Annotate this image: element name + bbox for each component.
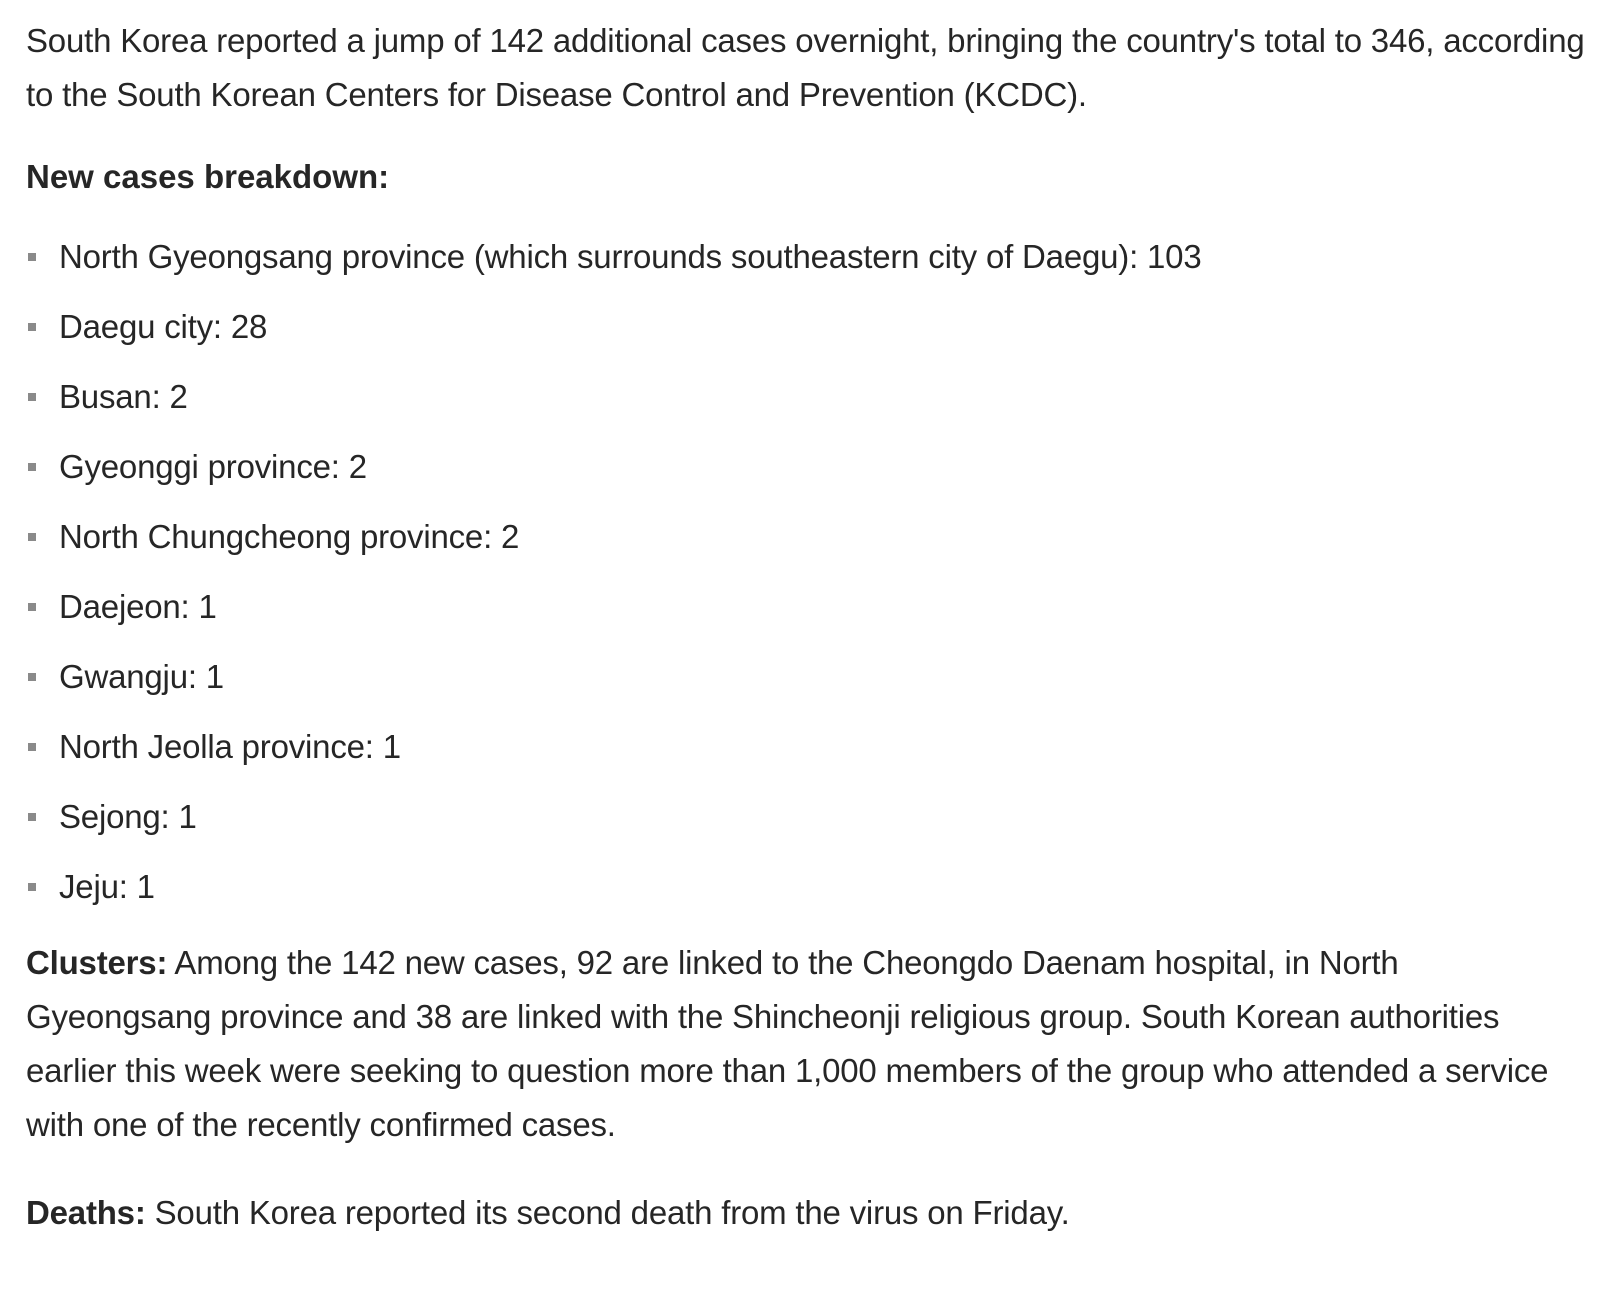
list-item	[26, 234, 1586, 280]
list-item	[26, 864, 1586, 910]
list-item	[26, 304, 1586, 350]
breakdown-list	[26, 234, 1586, 910]
list-item-text: Gyeonggi province: 2	[59, 448, 367, 485]
list-item-text: Gwangju: 1	[59, 658, 224, 695]
intro-paragraph: South Korea reported a jump of 142 additional cases overnight, bringing the country's total to 346, according to the South Korean Centers for Disease Control and Prevention (KCDC).	[26, 22, 1585, 113]
bullet-square-icon	[28, 813, 36, 821]
list-item-text: North Chungcheong province: 2	[59, 518, 520, 555]
bullet-square-icon	[28, 393, 36, 401]
bullet-square-icon	[28, 883, 36, 891]
bullet-square-icon	[28, 603, 36, 611]
bullet-square-icon	[28, 253, 36, 261]
list-item	[26, 514, 1586, 560]
article-body	[26, 14, 1586, 1240]
bullet-square-icon	[28, 743, 36, 751]
bullet-square-icon	[28, 673, 36, 681]
list-item	[26, 444, 1586, 490]
deaths-label: Deaths:	[26, 1194, 146, 1231]
list-item	[26, 584, 1586, 630]
list-item-text: Jeju: 1	[59, 868, 155, 905]
list-item-text: North Jeolla province: 1	[59, 728, 401, 765]
breakdown-heading: New cases breakdown:	[26, 158, 390, 195]
list-item-text: Sejong: 1	[59, 798, 197, 835]
list-item	[26, 724, 1586, 770]
clusters-label: Clusters:	[26, 944, 168, 981]
clusters-paragraph	[26, 936, 1586, 1152]
clusters-text: Among the 142 new cases, 92 are linked to the Cheongdo Daenam hospital, in North Gyeongsang province and 38 are linked with the Shincheonji religious group. South Korean authorities earlier this week were seeking to question more than 1,000 members of the group who attended a service with one of the recently confirmed cases.	[26, 944, 1549, 1143]
list-item	[26, 654, 1586, 700]
bullet-square-icon	[28, 533, 36, 541]
deaths-text: South Korea reported its second death from the virus on Friday.	[145, 1194, 1070, 1231]
list-item-text: Daegu city: 28	[59, 308, 268, 345]
deaths-paragraph	[26, 1186, 1586, 1240]
list-item	[26, 794, 1586, 840]
bullet-square-icon	[28, 323, 36, 331]
list-item-text: Busan: 2	[59, 378, 188, 415]
bullet-square-icon	[28, 463, 36, 471]
list-item-text: Daejeon: 1	[59, 588, 217, 625]
list-item	[26, 374, 1586, 420]
list-item-text: North Gyeongsang province (which surrounds southeastern city of Daegu): 103	[59, 238, 1202, 275]
